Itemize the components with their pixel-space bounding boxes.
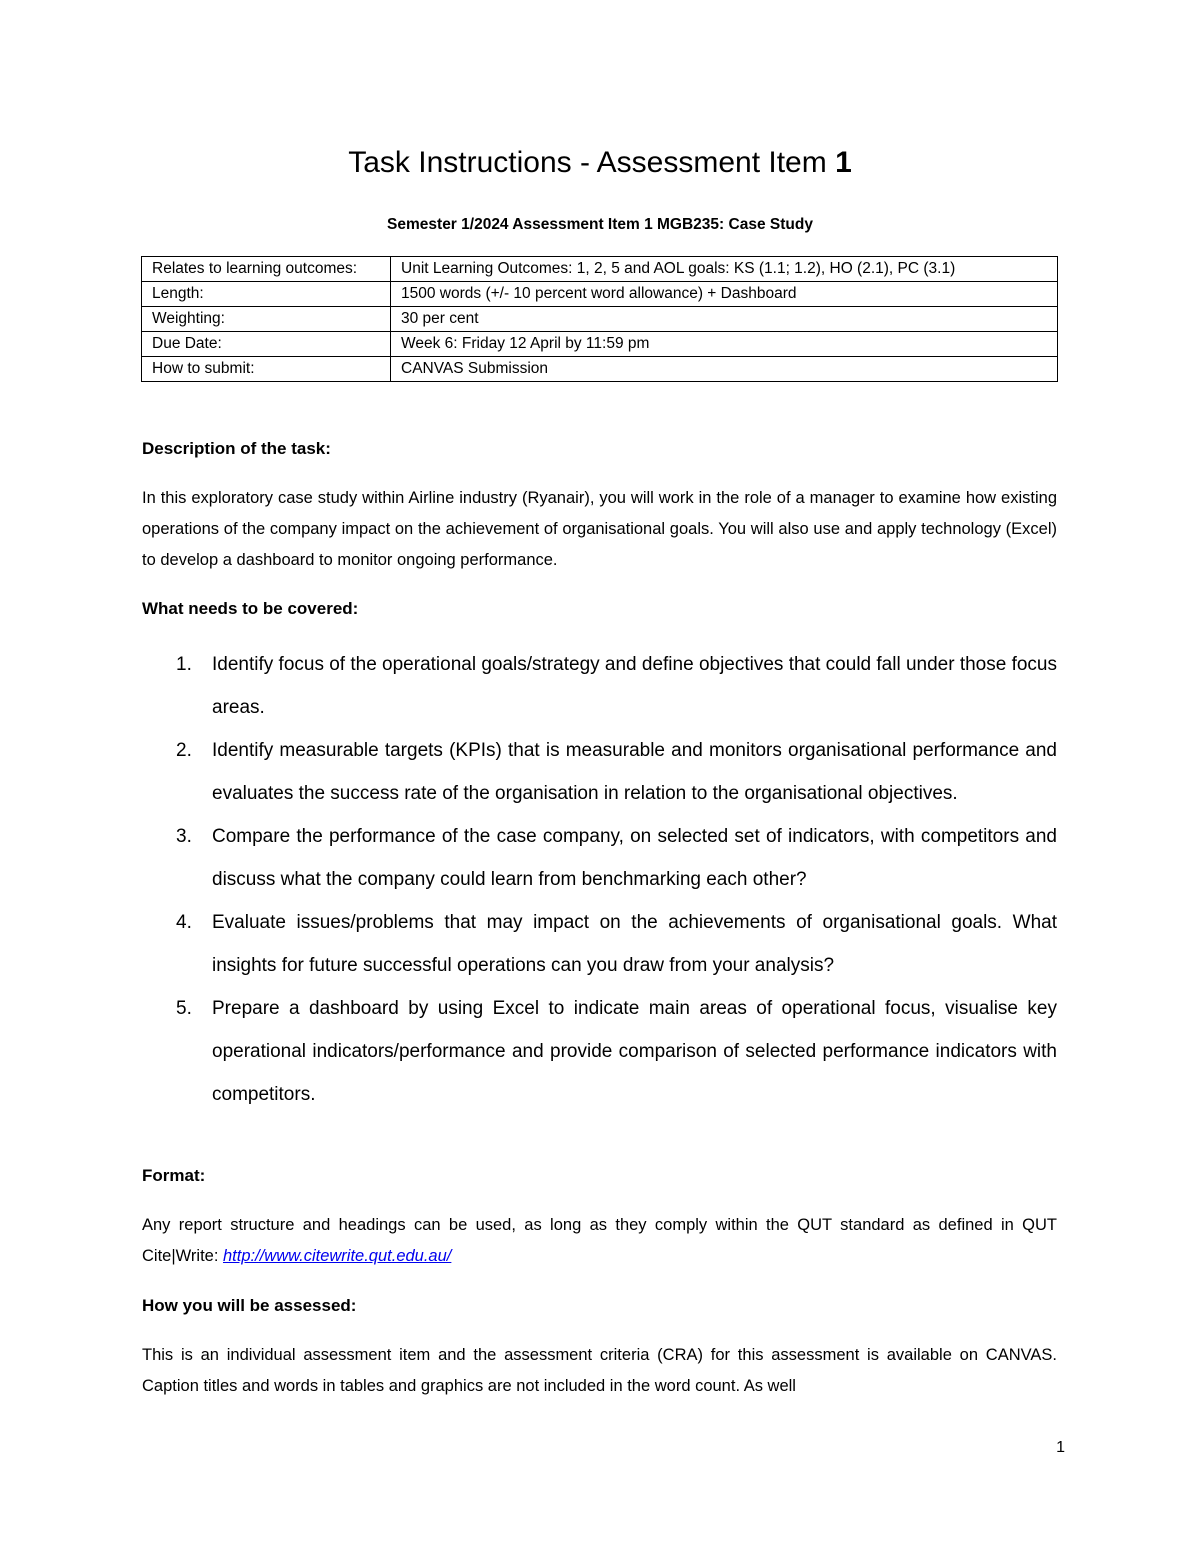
table-row — [142, 307, 1058, 332]
table-row — [142, 357, 1058, 382]
format-heading: Format: — [142, 1166, 206, 1185]
table-value-cell: Week 6: Friday 12 April by 11:59 pm — [391, 332, 1058, 357]
table-value-cell: CANVAS Submission — [391, 357, 1058, 382]
description-text: In this exploratory case study within Airline industry (Ryanair), you will work in the role of a manager to examine how existing operations of the company impact on the achievement of organisational goals. You will also use and apply technology (Excel) to develop a dashboard to monitor ongoing performance. — [142, 489, 1057, 569]
table-key-cell: Length: — [142, 282, 391, 307]
description-heading: Description of the task: — [142, 439, 331, 458]
format-paragraph — [142, 1210, 1057, 1272]
table-row — [142, 332, 1058, 357]
citewrite-link[interactable]: http://www.citewrite.qut.edu.au/ — [223, 1247, 452, 1265]
page-number: 1 — [1056, 1439, 1065, 1456]
covered-list — [142, 643, 1057, 1116]
table-value-cell: 30 per cent — [391, 307, 1058, 332]
table-key-cell: Weighting: — [142, 307, 391, 332]
list-item — [142, 729, 1057, 815]
table-value-cell: Unit Learning Outcomes: 1, 2, 5 and AOL goals: KS (1.1; 1.2), HO (2.1), PC (3.1) — [391, 257, 1058, 282]
assessed-heading: How you will be assessed: — [142, 1296, 357, 1315]
table-row — [142, 282, 1058, 307]
table-value-cell: 1500 words (+/- 10 percent word allowance) + Dashboard — [391, 282, 1058, 307]
format-text: Any report structure and headings can be used, as long as they comply within the QUT standard as defined in QUT Cite|Write: — [142, 1216, 1057, 1265]
table-key-cell: Relates to learning outcomes: — [142, 257, 391, 282]
covered-heading: What needs to be covered: — [142, 599, 359, 618]
page-title — [0, 143, 1200, 183]
list-item-number: 5. — [176, 998, 192, 1019]
table-key-cell: How to submit: — [142, 357, 391, 382]
list-item — [142, 901, 1057, 987]
list-item — [142, 815, 1057, 901]
list-item-number: 1. — [176, 654, 192, 675]
list-item — [142, 987, 1057, 1116]
assessed-text: This is an individual assessment item and the assessment criteria (CRA) for this assessment is available on CANVAS. Caption titles and words in tables and graphics are not included in the word count. As well — [142, 1346, 1057, 1395]
assessment-info-table — [141, 256, 1058, 382]
list-item-text: Identify measurable targets (KPIs) that is measurable and monitors organisational performance and evaluates the success rate of the organisation in relation to the organisational objectives. — [212, 740, 1057, 804]
list-item-number: 2. — [176, 740, 192, 761]
table-key-cell: Due Date: — [142, 332, 391, 357]
title-prefix: Task Instructions - Assessment Item — [348, 146, 836, 179]
list-item-text: Prepare a dashboard by using Excel to indicate main areas of operational focus, visualise key operational indicators/performance and provide comparison of selected performance indicators with competitors. — [212, 998, 1057, 1105]
list-item-number: 3. — [176, 826, 192, 847]
table-row — [142, 257, 1058, 282]
page-subtitle: Semester 1/2024 Assessment Item 1 MGB235: Case Study — [387, 216, 813, 233]
list-item-number: 4. — [176, 912, 192, 933]
list-item-text: Evaluate issues/problems that may impact on the achievements of organisational goals. What insights for future successful operations can you draw from your analysis? — [212, 912, 1057, 976]
title-number: 1 — [835, 146, 852, 179]
list-item-text: Compare the performance of the case company, on selected set of indicators, with competitors and discuss what the company could learn from benchmarking each other? — [212, 826, 1057, 890]
list-item — [142, 643, 1057, 729]
list-item-text: Identify focus of the operational goals/strategy and define objectives that could fall under those focus areas. — [212, 654, 1057, 718]
